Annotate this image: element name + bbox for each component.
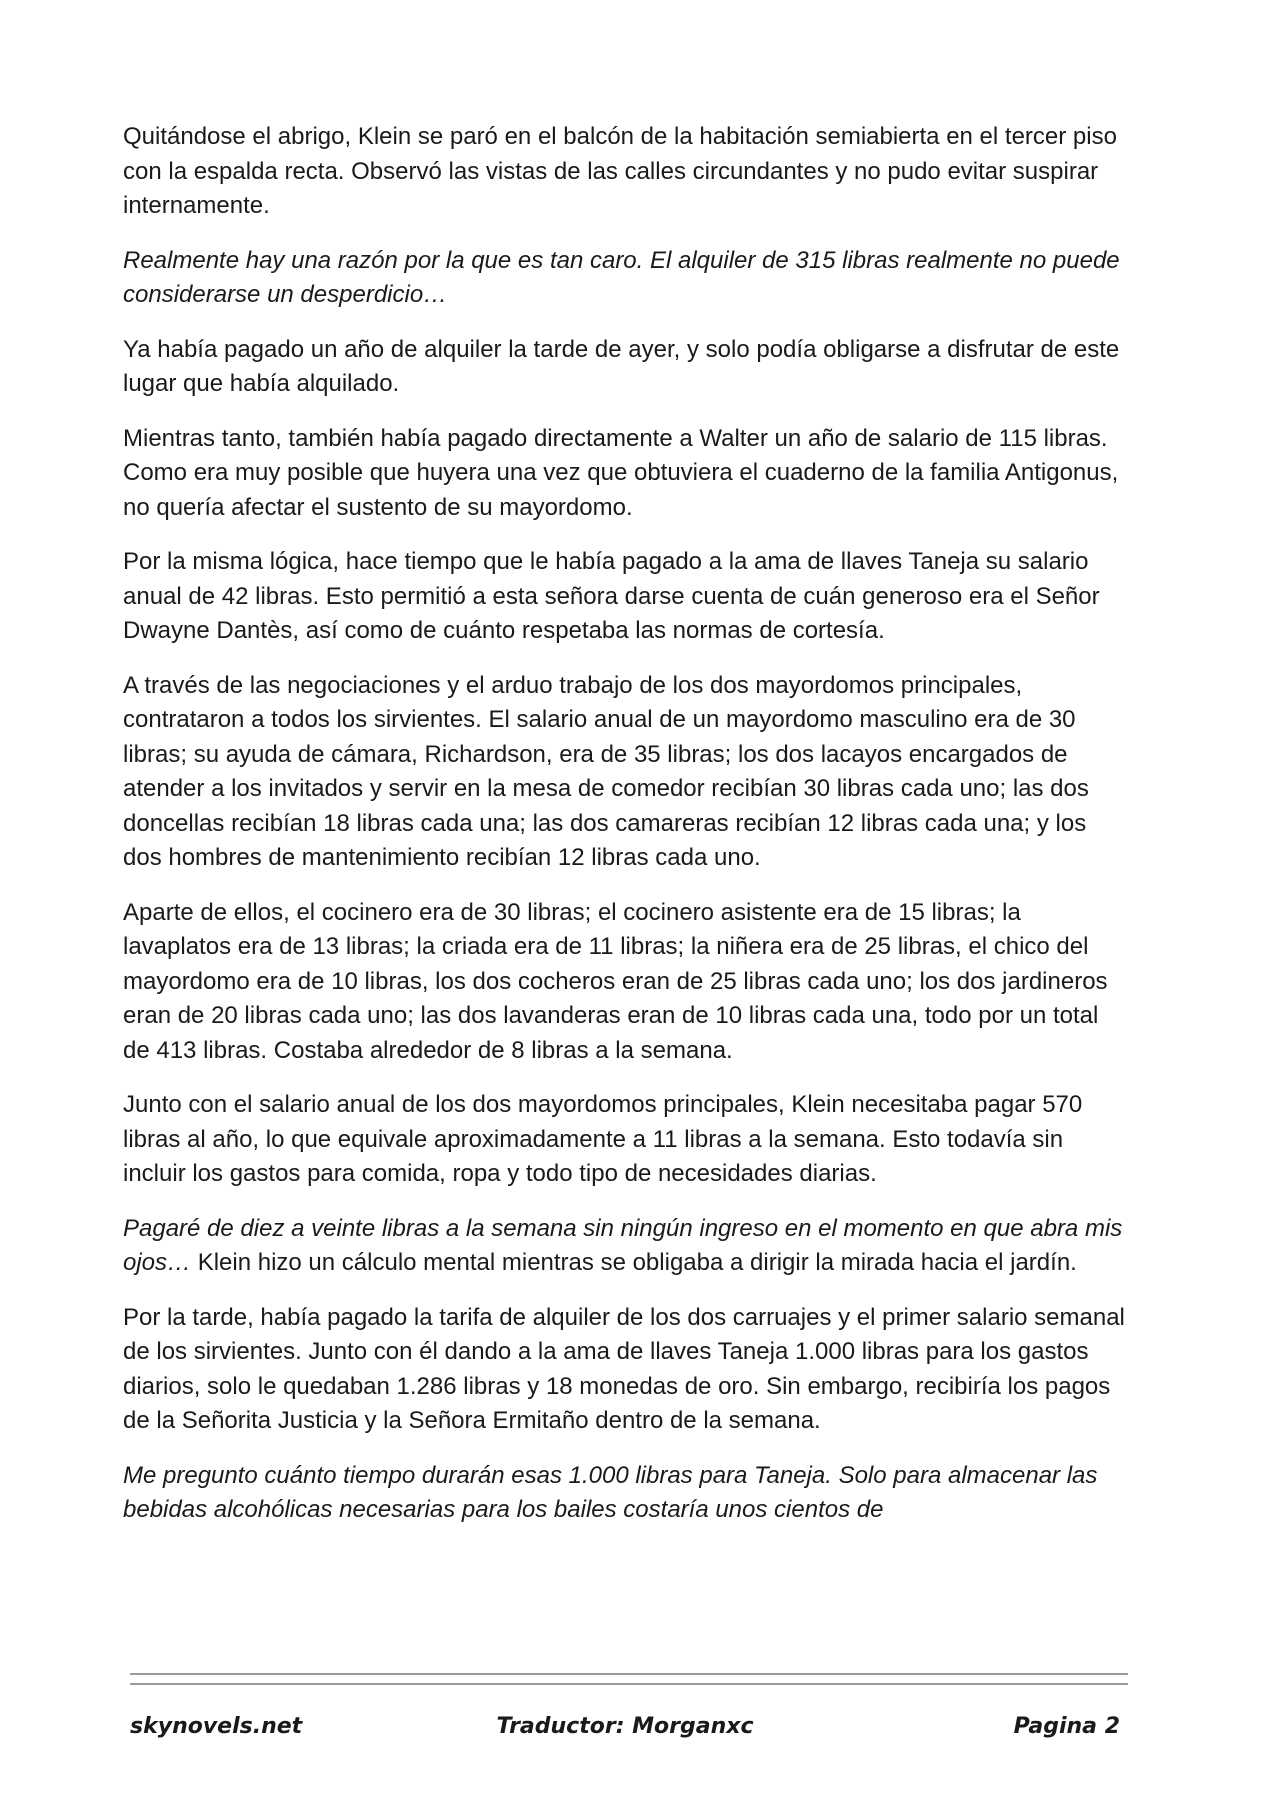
paragraph-10: Por la tarde, había pagado la tarifa de alquiler de los dos carruajes y el primer salario semanal de los sirvientes. Junto con él dando a la ama de llaves Taneja 1.000 libras para los gastos diarios, solo le quedaban 1.286 libras y 18 monedas de oro. Sin embargo, recibiría los pagos de la Señorita Justicia y la Señora Ermitaño dentro de la semana. [123, 1303, 1125, 1434]
footer-page-number: Pagina 2 [1013, 1714, 1120, 1739]
paragraph-3: Ya había pagado un año de alquiler la tarde de ayer, y solo podía obligarse a disfrutar de este lugar que había alquilado. [123, 335, 1120, 397]
paragraph-7: Aparte de ellos, el cocinero era de 30 libras; el cocinero asistente era de 15 libras; la lavaplatos era de 13 libras; la criada era de 11 libras; la niñera era de 25 libras, el chico del mayordomo era de 10 libras, los dos cocheros eran de 25 libras cada uno; los dos jardineros eran de 20 libras cada uno; las dos lavanderas eran de 10 libras cada una, todo por un total de 413 libras. Costaba alrededor de 8 libras a la semana. [123, 898, 1108, 1064]
footer-divider [130, 1673, 1128, 1685]
paragraph-4: Mientras tanto, también había pagado directamente a Walter un año de salario de 115 libras. Como era muy posible que huyera una vez que obtuviera el cuaderno de la familia Antigonus, no quería afectar el sustento de su mayordomo. [123, 424, 1119, 521]
page-footer [130, 1708, 1120, 1748]
paragraph-9-thought: Pagaré de diez a veinte libras a la semana sin ningún ingreso en el momento en que abra mis ojos… [123, 1214, 1123, 1276]
body-text [123, 120, 1128, 1548]
paragraph-11: Me pregunto cuánto tiempo durarán esas 1.000 libras para Taneja. Solo para almacenar las bebidas alcohólicas necesarias para los bailes costaría unos cientos de [123, 1461, 1098, 1523]
paragraph-8: Junto con el salario anual de los dos mayordomos principales, Klein necesitaba pagar 570 libras al año, lo que equivale aproximadamente a 11 libras a la semana. Esto todavía sin incluir los gastos para comida, ropa y todo tipo de necesidades diarias. [123, 1091, 1083, 1187]
paragraph-9 [123, 1212, 1128, 1281]
paragraph-2: Realmente hay una razón por la que es tan caro. El alquiler de 315 libras realmente no puede considerarse un desperdicio… [123, 246, 1120, 308]
paragraph-9-narration: Klein hizo un cálculo mental mientras se obligaba a dirigir la mirada hacia el jardín. [191, 1249, 1077, 1276]
paragraph-5: Por la misma lógica, hace tiempo que le había pagado a la ama de llaves Taneja su salario anual de 42 libras. Esto permitió a esta señora darse cuenta de cuán generoso era el Señor Dwayne Dantès, así como de cuánto respetaba las normas de cortesía. [123, 548, 1100, 644]
footer-site: skynovels.net [130, 1714, 303, 1739]
footer-translator: Traductor: Morganxc [496, 1714, 754, 1739]
footer-rule-bottom [130, 1683, 1128, 1685]
paragraph-1: Quitándose el abrigo, Klein se paró en el balcón de la habitación semiabierta en el tercer piso con la espalda recta. Observó las vistas de las calles circundantes y no pudo evitar suspirar internamente. [123, 123, 1117, 219]
footer-rule-top [130, 1673, 1128, 1675]
paragraph-6: A través de las negociaciones y el arduo trabajo de los dos mayordomos principales, contrataron a todos los sirvientes. El salario anual de un mayordomo masculino era de 30 libras; su ayuda de cámara, Richardson, era de 35 libras; los dos lacayos encargados de atender a los invitados y servir en la mesa de comedor recibían 30 libras cada uno; las dos doncellas recibían 18 libras cada una; las dos camareras recibían 12 libras cada una; y los dos hombres de mantenimiento recibían 12 libras cada uno. [123, 671, 1089, 871]
